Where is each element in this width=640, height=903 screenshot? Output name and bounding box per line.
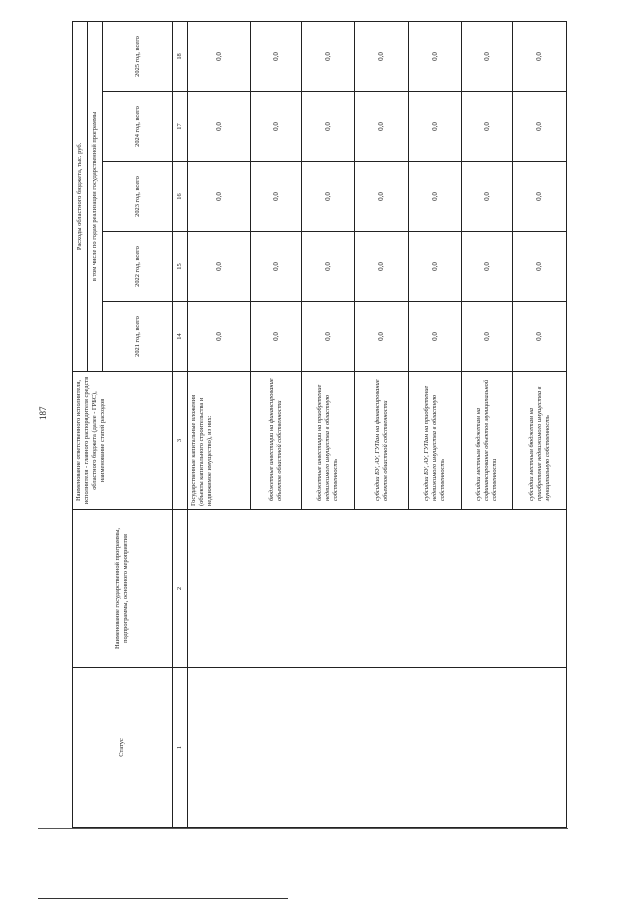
table-row <box>188 21 251 827</box>
row-label: субсидии местным бюджетам на софинансирование объектов муниципальной собственности <box>462 372 513 510</box>
value-cell: 0,0 <box>513 302 567 372</box>
row-label: бюджетные инвестиции на приобретение недвижимого имущества в областную собственность <box>301 372 354 510</box>
value-cell: 0,0 <box>250 162 301 232</box>
row-label: Государственные капитальные вложения (объекты капитального строительства и недвижимое имущество), из них: <box>188 372 251 510</box>
column-numbers-row <box>172 21 187 827</box>
value-cell: 0,0 <box>301 162 354 232</box>
header-year-2023: 2023 год, всего <box>103 162 173 232</box>
value-cell: 0,0 <box>355 232 408 302</box>
header-years-group: в том числе по годам реализации государственной программы <box>88 21 103 371</box>
header-year-2021: 2021 год, всего <box>103 302 173 372</box>
header-year-2025: 2025 год, всего <box>103 21 173 91</box>
value-cell: 0,0 <box>301 302 354 372</box>
value-cell: 0,0 <box>250 232 301 302</box>
footer-divider <box>38 898 288 899</box>
divider <box>38 828 568 829</box>
value-cell: 0,0 <box>355 302 408 372</box>
header-status: Статус <box>73 668 173 828</box>
value-cell: 0,0 <box>513 232 567 302</box>
column-number: 18 <box>172 21 187 91</box>
value-cell: 0,0 <box>355 21 408 91</box>
value-cell: 0,0 <box>188 162 251 232</box>
row-label: субсидии БУ, АУ, ГУПам на финансирование объектов областной собственности <box>355 372 408 510</box>
value-cell: 0,0 <box>250 21 301 91</box>
row-label: бюджетные инвестиции на финансирование объектов областной собственности <box>250 372 301 510</box>
value-cell: 0,0 <box>513 92 567 162</box>
value-cell: 0,0 <box>250 92 301 162</box>
value-cell: 0,0 <box>355 162 408 232</box>
column-number: 3 <box>172 372 187 510</box>
value-cell: 0,0 <box>408 232 461 302</box>
column-number: 2 <box>172 510 187 668</box>
value-cell: 0,0 <box>408 302 461 372</box>
value-cell: 0,0 <box>462 302 513 372</box>
header-year-2024: 2024 год, всего <box>103 92 173 162</box>
value-cell: 0,0 <box>462 92 513 162</box>
status-cell <box>188 668 567 828</box>
budget-table <box>72 21 567 828</box>
value-cell: 0,0 <box>462 232 513 302</box>
value-cell: 0,0 <box>355 92 408 162</box>
value-cell: 0,0 <box>408 162 461 232</box>
value-cell: 0,0 <box>301 232 354 302</box>
value-cell: 0,0 <box>188 21 251 91</box>
header-name: Наименование государственной программы, подпрограммы, основного мероприятия <box>73 510 173 668</box>
value-cell: 0,0 <box>408 92 461 162</box>
row-label: субсидии БУ, АУ, ГУПам на приобретение недвижимого имущества в областную собственность <box>408 372 461 510</box>
column-number: 15 <box>172 232 187 302</box>
value-cell: 0,0 <box>462 162 513 232</box>
value-cell: 0,0 <box>513 162 567 232</box>
value-cell: 0,0 <box>462 21 513 91</box>
value-cell: 0,0 <box>188 302 251 372</box>
value-cell: 0,0 <box>301 92 354 162</box>
column-number: 1 <box>172 668 187 828</box>
value-cell: 0,0 <box>408 21 461 91</box>
value-cell: 0,0 <box>188 92 251 162</box>
column-number: 17 <box>172 92 187 162</box>
header-executor: Наименование ответственного исполнителя, исполнителя - главного распорядителя средств областного бюджета (далее - ГРБС), наименование статей расходов <box>73 372 173 510</box>
value-cell: 0,0 <box>513 21 567 91</box>
value-cell: 0,0 <box>301 21 354 91</box>
row-label: субсидии местным бюджетам на приобретение недвижимого имущества в муниципальную собственность <box>513 372 567 510</box>
column-number: 14 <box>172 302 187 372</box>
column-number: 16 <box>172 162 187 232</box>
rotated-table-container <box>72 22 567 828</box>
page-number: 187 <box>38 406 48 420</box>
value-cell: 0,0 <box>188 232 251 302</box>
value-cell: 0,0 <box>250 302 301 372</box>
header-year-2022: 2022 год, всего <box>103 232 173 302</box>
header-expenses-group: Расходы областного бюджета, тыс. руб. <box>73 21 88 371</box>
program-name-cell <box>188 510 567 668</box>
